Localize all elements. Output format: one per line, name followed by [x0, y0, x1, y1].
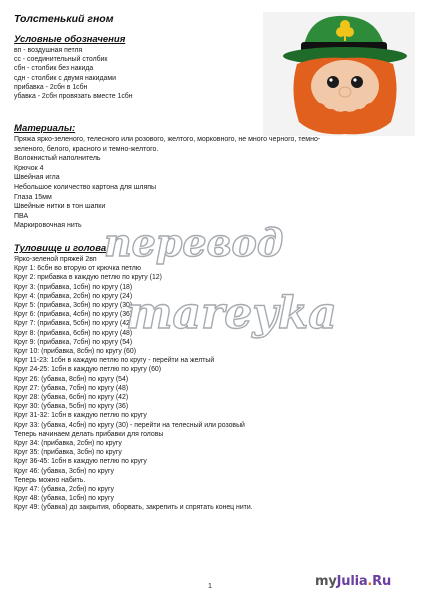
legend-item: сбн - столбик без накида [14, 65, 94, 73]
legend-item: сдн - столбик с двумя накидами [14, 74, 116, 82]
legend-heading: Условные обозначения [14, 34, 126, 45]
instruction-line: Круг 26: (убавка, 8сбн) по кругу (54) [14, 375, 129, 383]
body-instructions [14, 255, 253, 513]
instruction-line: Круг 10: (прибавка, 8сбн) по кругу (60) [14, 348, 137, 356]
instruction-line: Круг 28: (убавка, 6сбн) по кругу (42) [14, 394, 129, 402]
instruction-line: Круг 1: 6сбн во вторую от крючка петлю [14, 265, 141, 273]
instruction-line: Круг 31-32: 1сбн в каждую петлю по кругу [14, 412, 147, 420]
instruction-line: Ярко-зеленой пряжей 2вп [14, 256, 97, 263]
gnome-photo [263, 12, 415, 136]
gnome-eye-left [327, 76, 339, 88]
materials-item: Глаза 15мм [14, 193, 52, 201]
materials-item: ПВА [14, 212, 29, 220]
materials-item: Швейные нитки в тон шапки [14, 203, 106, 211]
instruction-line: Круг 34: (прибавка, 2сбн) по кругу [14, 440, 122, 448]
legend-item: убавка - 2сбн провязать вместе 1сбн [14, 93, 133, 101]
materials-list [14, 135, 344, 231]
body-heading: Туловище и голова [14, 243, 107, 254]
materials-item: Маркировочная нить [14, 222, 82, 230]
instruction-line: Круг 48: (убавка, 1сбн) по кругу [14, 495, 114, 503]
materials-heading: Материалы: [14, 123, 76, 134]
page-title: Толстенький гном [14, 13, 114, 25]
instruction-line: Круг 2: прибавка в каждую петлю по кругу (12) [14, 274, 162, 282]
page-number: 1 [208, 583, 212, 590]
materials-item: Швейная игла [14, 174, 60, 182]
instruction-line: Круг 6: (прибавка, 4сбн) по кругу (36) [14, 311, 133, 319]
instruction-line: Круг 35: (прибавка, 3сбн) по кругу [14, 449, 122, 457]
gnome-illustration [263, 12, 415, 136]
materials-item: Крючок 4 [14, 164, 44, 172]
gnome-nose [339, 87, 351, 97]
instruction-line: Теперь можно набить. [14, 476, 86, 484]
instruction-line: Круг 3: (прибавка, 1сбн) по кругу (18) [14, 283, 133, 291]
legend-list [14, 46, 133, 101]
instruction-line: Круг 24-25: 1сбн в каждую петлю по кругу (60) [14, 366, 162, 374]
instruction-line: Круг 49: (убавка) до закрытия, оборвать, закрепить и спрятать конец нити. [14, 504, 253, 512]
materials-item: Небольшое количество картона для шляпы [14, 183, 157, 191]
watermark-line-1: перевод [104, 220, 284, 265]
instruction-line: Теперь начинаем делать прибавки для головы [14, 430, 164, 438]
instruction-line: Круг 8: (прибавка, 6сбн) по кругу (48) [14, 329, 133, 337]
instruction-line: Круг 4: (прибавка, 2сбн) по кругу (24) [14, 292, 133, 300]
instruction-line: Круг 33: (убавка, 4сбн) по кругу (30) - перейти на телесный или розовый [14, 421, 245, 429]
instruction-line: Круг 5: (прибавка, 3сбн) по кругу (30) [14, 302, 133, 310]
instruction-line: Круг 11-23: 1сбн в каждую петлю по кругу - перейти на желтый [14, 357, 215, 365]
gnome-eye-right [351, 76, 363, 88]
watermark-line-2: mareyka [126, 288, 337, 339]
instruction-line: Круг 36-45: 1сбн в каждую петлю по кругу [14, 458, 147, 466]
instruction-line: Круг 27: (убавка, 7сбн) по кругу (48) [14, 384, 129, 392]
instruction-line: Круг 47: (убавка, 2сбн) по кругу [14, 486, 114, 494]
materials-item: Пряжа ярко-зеленого, телесного или розового, желтого, морковного, не много черного, темно-зеленого, белого, красного и темно-желтого. [14, 136, 321, 153]
legend-item: прибавка - 2сбн в 1сбн [14, 83, 88, 91]
instruction-line: Круг 30: (убавка, 5сбн) по кругу (36) [14, 403, 129, 411]
site-logo: myJulia.Ru [315, 574, 392, 589]
instruction-line: Круг 7: (прибавка, 5сбн) по кругу (42) [14, 320, 133, 328]
legend-item: сс - соединительный столбик [14, 56, 108, 64]
legend-item: вп - воздушная петля [14, 47, 83, 54]
instruction-line: Круг 46: (убавка, 3сбн) по кругу [14, 467, 114, 475]
instruction-line: Круг 9: (прибавка, 7сбн) по кругу (54) [14, 338, 133, 346]
materials-item: Волокнистый наполнитель [14, 155, 101, 163]
